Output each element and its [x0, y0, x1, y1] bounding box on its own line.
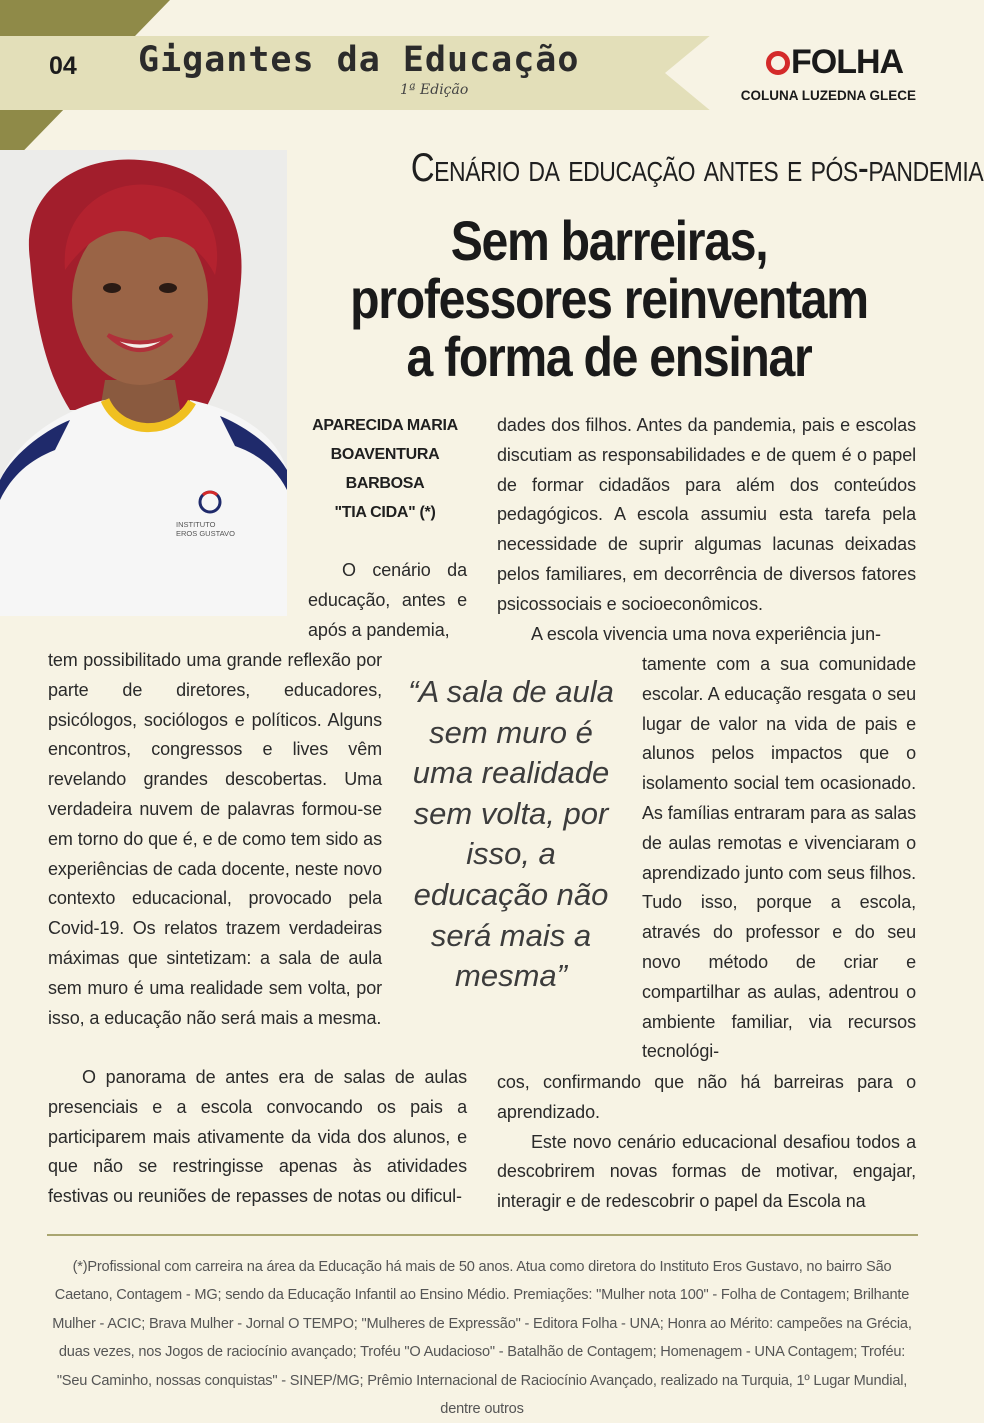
- paragraph: Este novo cenário educacional desafiou todos a descobrirem novas formas de motivar, engajar, interagir e de redescobrir o papel da Escola na: [497, 1131, 916, 1212]
- body-col2-narrow: tamente com a sua comunidade escolar. A educação resgata o seu lugar de valor na vida de pais e alunos pelos impactos que o isolamento social tem ocasionado. As famílias entraram para as salas de aulas remotas e vivenciaram o aprendizado junto com seus filhos. Tudo isso, porque a escola, através do professor e do seu novo método de criar e compartilhar as aulas, adentrou o ambiente familiar, via recursos tecnológi-: [642, 654, 916, 1062]
- author-line: "TIA CIDA" (*): [334, 504, 436, 521]
- headline-line: Sem barreiras,: [450, 209, 768, 272]
- author-byline: [300, 411, 470, 527]
- author-line: BARBOSA: [345, 475, 425, 492]
- portrait-illustration: [0, 150, 287, 616]
- article-headline: [343, 209, 874, 388]
- shirt-logo-text: INSTITUTO: [176, 520, 216, 529]
- footnote-divider: [47, 1234, 918, 1236]
- headline-line: a forma de ensinar: [406, 325, 812, 388]
- body-col2-top: dades dos filhos. Antes da pandemia, pais e escolas discutiam as responsabilidades e de quem é o papel de formar cidadãos para além dos conteúdos pedagógicos. A escola assumiu esta tarefa pela necessidade de suprir algumas lacunas deixadas pelos familiares, em decorrência de diversos fatores psicossociais e socioeconômicos.: [497, 415, 916, 614]
- newspaper-logo: [766, 42, 918, 82]
- shirt-logo-text: EROS GUSTAVO: [176, 529, 235, 538]
- paragraph: cos, confirmando que não há barreiras para o aprendizado.: [497, 1072, 916, 1122]
- pull-quote: “A sala de aula sem muro é uma realidade sem volta, por isso, a educação não será mais a mesma”: [408, 674, 614, 994]
- author-line: APARECIDA MARIA: [312, 417, 458, 434]
- column-name: COLUNA LUZEDNA GLECE: [740, 88, 916, 103]
- body-col1-top: O cenário da educação, antes e após a pandemia,: [308, 560, 467, 640]
- page-number: 04: [49, 52, 77, 80]
- logo-ring-icon: [766, 51, 790, 75]
- body-col2-para2-first: A escola vivencia uma nova experiência jun-: [531, 624, 881, 644]
- logo-text: FOLHA: [791, 42, 904, 81]
- body-col1-bottom: O panorama de antes era de salas de aulas presenciais e a escola convocando os pais a participarem mais ativamente da vida dos alunos, e que não se restringisse apenas às atividades festivas ou reuniões de repasses de notas ou dificul-: [48, 1067, 467, 1207]
- edition-label: 1ª Edição: [400, 82, 469, 98]
- author-footnote: (*)Profissional com carreira na área da Educação há mais de 50 anos. Atua como diretora do Instituto Eros Gustavo, no bairro São Caetano, Contagem - MG; sendo da Educação Infantil ao Ensino Médio. Premiações: "Mulher nota 100" - Folha de Contagem; Brilhante Mulher - ACIC; Brava Mulher - Jornal O TEMPO; "Mulheres de Expressão" - Editora Folha - UNA; Honra ao Mérito: campeões na Grécia, duas vezes, nos Jogos de raciocínio avançado; Troféu "O Audacioso" - Batalhão de Contagem; Homenagem - UNA Contagem; Troféu: "Seu Caminho, nossas conquistas" - SINEP/MG; Prêmio Internacional de Raciocínio Avançado, realizado na Turquia, 1º Lugar Mundial, dentre outros: [52, 1259, 912, 1418]
- article-kicker: Cenário da educação antes e pós-pandemia: [410, 146, 984, 190]
- body-col1-main: tem possibilitado uma grande reflexão por parte de diretores, educadores, psicólogos, sociólogos e políticos. Alguns encontros, congressos e lives vêm revelando grandes descobertas. Uma verdadeira nuvem de palavras formou-se em torno do que é, e de como tem sido as experiências de cada docente, neste novo contexto educacional, provocado pela Covid-19. Os relatos trazem verdadeiras máximas que sintetizam: a sala de aula sem muro é uma realidade sem volta, por isso, a educação não será mais a mesma.: [48, 650, 382, 1028]
- section-title: Gigantes da Educação: [138, 40, 580, 80]
- body-col2-bottom: [497, 1068, 916, 1217]
- headline-line: professores reinventam: [350, 267, 868, 330]
- author-photo: [0, 150, 287, 616]
- author-line: BOAVENTURA: [330, 446, 440, 463]
